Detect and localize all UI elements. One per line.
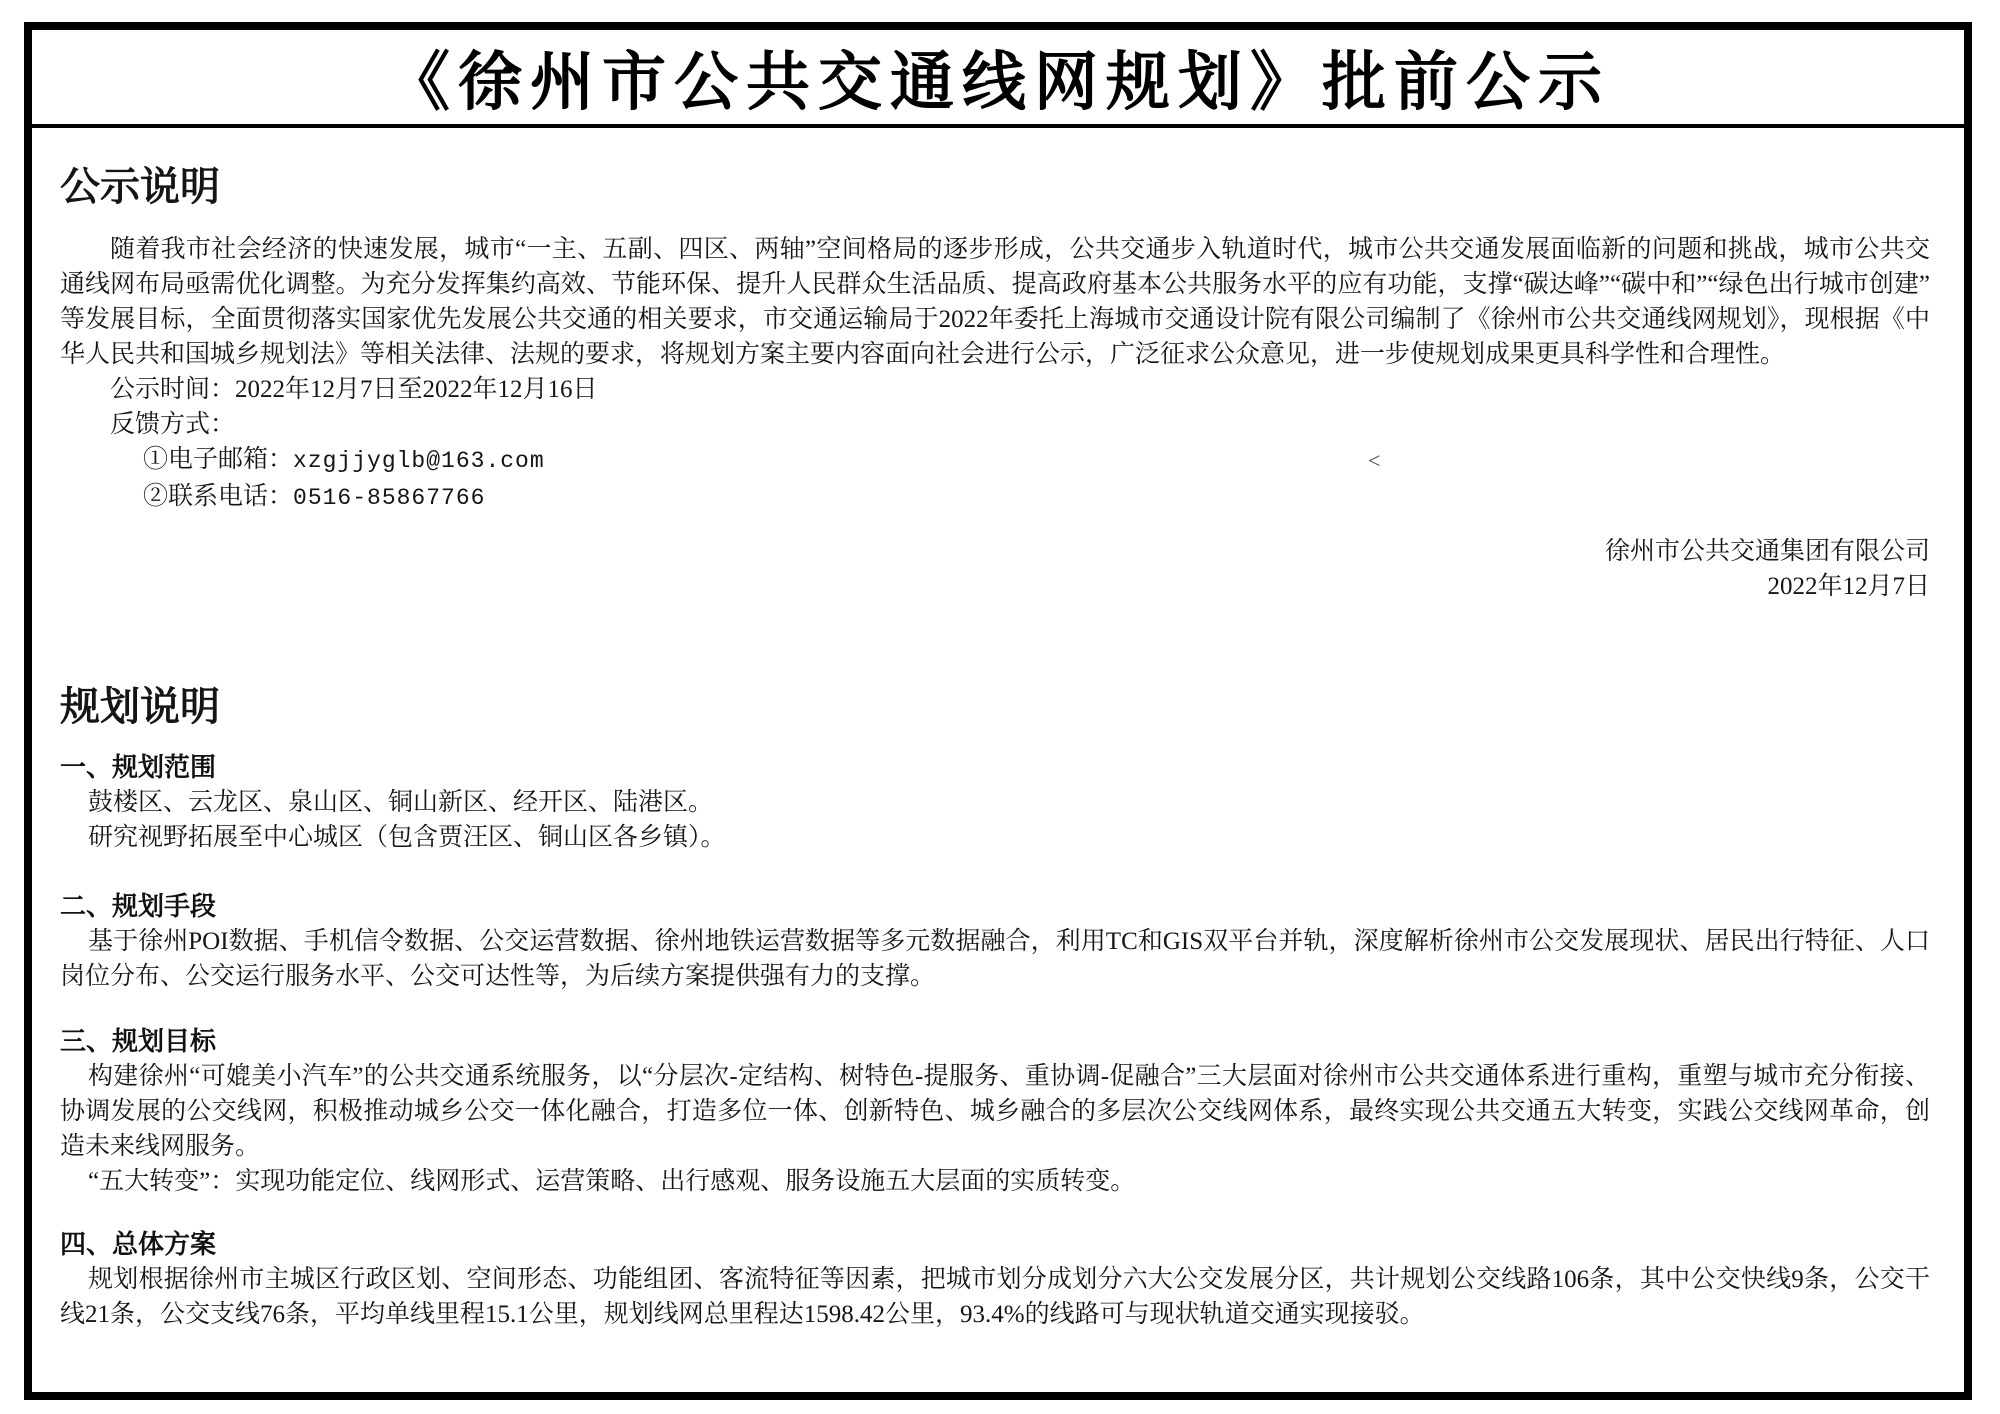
- feedback-phone-line: [60, 479, 1930, 516]
- plan-section-scope-paragraph: 研究视野拓展至中心城区（包含贾汪区、铜山区各乡镇）。: [88, 824, 726, 851]
- plan-section-methods-title: 二、规划手段: [60, 892, 217, 921]
- title-band: [32, 30, 1964, 128]
- plan-section-methods-paragraph: 基于徐州POI数据、手机信令数据、公交运营数据、徐州地铁运营数据等多元数据融合，利用TC和GIS双平台并轨，深度解析徐州市公交发展现状、居民出行特征、人口岗位分布、公交运行服务水平、公交可达性等，为后续方案提供强有力的支撑。: [60, 928, 1930, 990]
- notice-body-paragraph: 随着我市社会经济的快速发展，城市“一主、五副、四区、两轴”空间格局的逐步形成，公共交通步入轨道时代，城市公共交通发展面临新的问题和挑战，城市公共交通线网布局亟需优化调整。为充分发挥集约高效、节能环保、提升人民群众生活品质、提高政府基本公共服务水平的应有功能，支撑“碳达峰”“碳中和”“绿色出行城市创建”等发展目标，全面贯彻落实国家优先发展公共交通的相关要求，市交通运输局于2022年委托上海城市交通设计院有限公司编制了《徐州市公共交通线网规划》，现根据《中华人民共和国城乡规划法》等相关法律、法规的要求，将规划方案主要内容面向社会进行公示，广泛征求公众意见，进一步使规划成果更具科学性和合理性。: [60, 236, 1930, 368]
- plan-section-overall-title: 四、总体方案: [60, 1230, 217, 1259]
- page-content: [32, 164, 1964, 1332]
- plan-section-scope-paragraph: 鼓楼区、云龙区、泉山区、铜山新区、经开区、陆港区。: [88, 789, 714, 816]
- feedback-email-value: xzgjjyglb@163.com: [293, 448, 545, 474]
- plan-section-scope-title: 一、规划范围: [60, 753, 217, 782]
- plan-section-overall: [60, 1227, 1930, 1332]
- plan-section-goals-paragraph: “五大转变”：实现功能定位、线网形式、运营策略、出行感观、服务设施五大层面的实质转变。: [88, 1168, 1136, 1195]
- signature-block: [60, 534, 1930, 604]
- feedback-phone-value: 0516-85867766: [293, 485, 486, 511]
- notice-section-heading: 公示说明: [60, 165, 220, 209]
- plan-section-methods: [60, 889, 1930, 994]
- signature-date: 2022年12月7日: [1767, 573, 1930, 600]
- stray-angle-mark: <: [1368, 448, 1381, 473]
- feedback-email-line: [60, 442, 1930, 479]
- page-frame: [24, 22, 1972, 1400]
- page-title: 《徐州市公共交通线网规划》批前公示: [386, 47, 1610, 118]
- plan-section-scope: [60, 750, 1930, 855]
- feedback-phone-label: ②联系电话：: [143, 483, 294, 510]
- feedback-label: 反馈方式：: [110, 411, 236, 438]
- notice-time-line: 公示时间：2022年12月7日至2022年12月16日: [110, 376, 598, 403]
- plan-section-goals: [60, 1024, 1930, 1199]
- plan-section-heading: 规划说明: [60, 685, 220, 729]
- plan-section-goals-title: 三、规划目标: [60, 1027, 217, 1056]
- plan-section-overall-paragraph: 规划根据徐州市主城区行政区划、空间形态、功能组团、客流特征等因素，把城市划分成划分六大公交发展分区，共计规划公交线路106条，其中公交快线9条，公交干线21条，公交支线76条，平均单线里程15.1公里，规划线网总里程达1598.42公里，93.4%的线路可与现状轨道交通实现接驳。: [60, 1266, 1930, 1328]
- feedback-email-label: ①电子邮箱：: [143, 446, 294, 473]
- plan-section-goals-paragraph: 构建徐州“可媲美小汽车”的公共交通系统服务，以“分层次-定结构、树特色-提服务、重协调-促融合”三大层面对徐州市公共交通体系进行重构，重塑与城市充分衔接、协调发展的公交线网，积极推动城乡公交一体化融合，打造多位一体、创新特色、城乡融合的多层次公交线网体系，最终实现公共交通五大转变，实践公交线网革命，创造未来线网服务。: [60, 1063, 1930, 1160]
- signature-org: 徐州市公共交通集团有限公司: [1604, 538, 1930, 565]
